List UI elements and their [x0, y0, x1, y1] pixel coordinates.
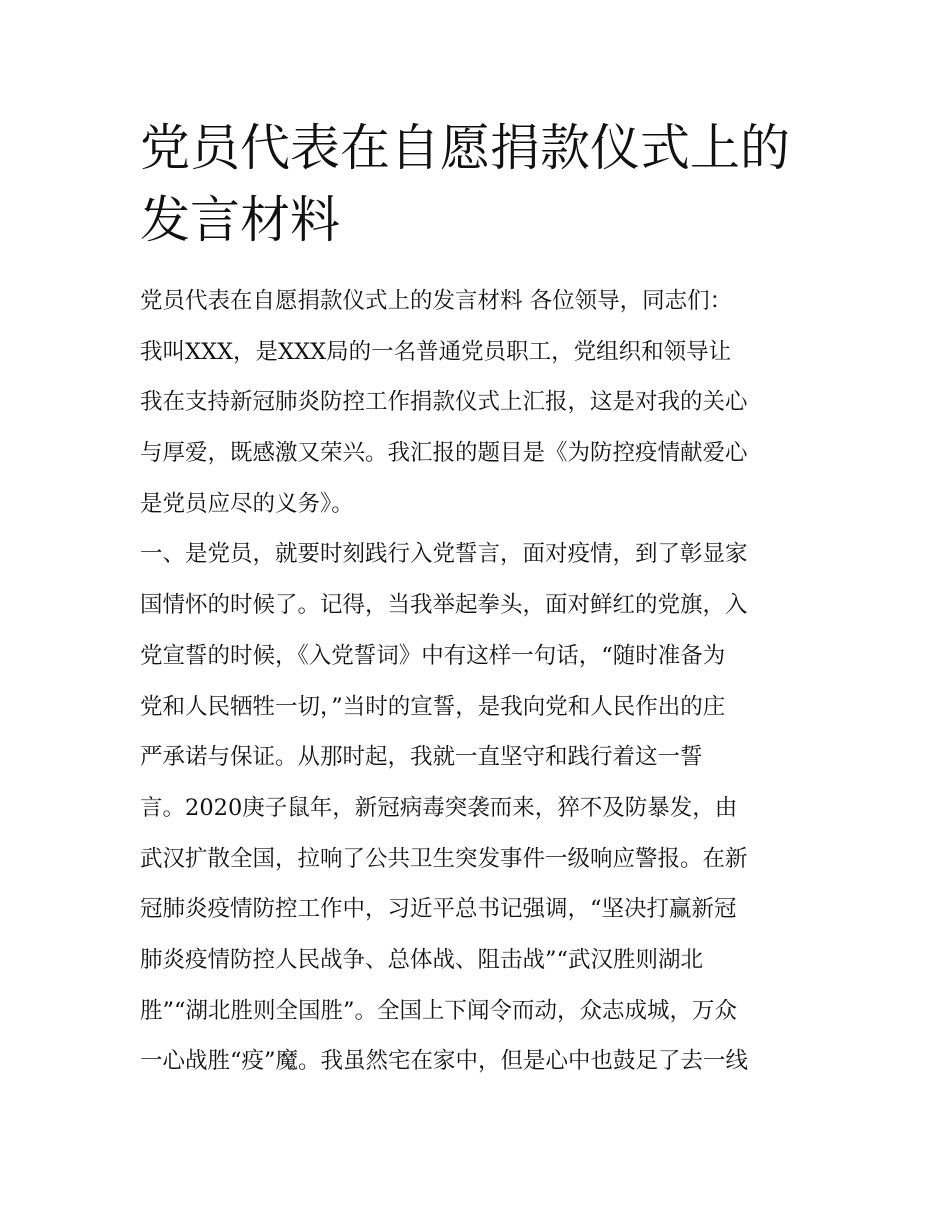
body-line: 党员代表在自愿捐款仪式上的发言材料 各位领导，同志们： — [140, 288, 733, 314]
body-line: 胜”“湖北胜则全国胜”。全国上下闻令而动，众志成城，万众 — [140, 997, 738, 1024]
body-line: 一、是党员，就要时刻践行入党誓言，面对疫情，到了彰显家 — [140, 541, 748, 568]
body-line: 党和人民牺牲一切，”当时的宣誓，是我向党和人民作出的庄 — [140, 693, 726, 720]
body-line: 一心战胜“疫”魔。我虽然宅在家中，但是心中也鼓足了去一线 — [140, 1048, 749, 1075]
body-line: 武汉扩散全国，拉响了公共卫生突发事件一级响应警报。在新 — [140, 845, 748, 872]
body-line: 我叫XXX，是XXX局的一名普通党员职工，党组织和领导让 — [140, 338, 732, 365]
document-body — [140, 276, 830, 1087]
body-line: 冠肺炎疫情防控工作中，习近平总书记强调，“坚决打赢新冠 — [140, 896, 737, 923]
body-line: 党宣誓的时候，《入党誓词》中有这样一句话，“随时准备为 — [140, 642, 726, 669]
body-line: 国情怀的时候了。记得，当我举起拳头，面对鲜红的党旗，入 — [140, 592, 748, 619]
document-title — [140, 112, 820, 256]
body-line: 肺炎疫情防控人民战争、总体战、阻击战”“武汉胜则湖北 — [140, 946, 704, 973]
body-line: 严承诺与保证。从那时起，我就一直坚守和践行着这一誓 — [140, 744, 703, 771]
body-line: 我在支持新冠肺炎防控工作捐款仪式上汇报，这是对我的关心 — [140, 389, 748, 416]
body-line: 言。2020庚子鼠年，新冠病毒突袭而来，猝不及防暴发，由 — [140, 794, 738, 821]
title-line: 发言材料 — [140, 191, 340, 249]
body-line: 与厚爱，既感激又荣兴。我汇报的题目是《为防控疫情献爱心 — [140, 440, 748, 467]
body-line: 是党员应尽的义务》。 — [140, 490, 354, 517]
title-line: 党员代表在自愿捐款仪式上的 — [140, 119, 790, 177]
